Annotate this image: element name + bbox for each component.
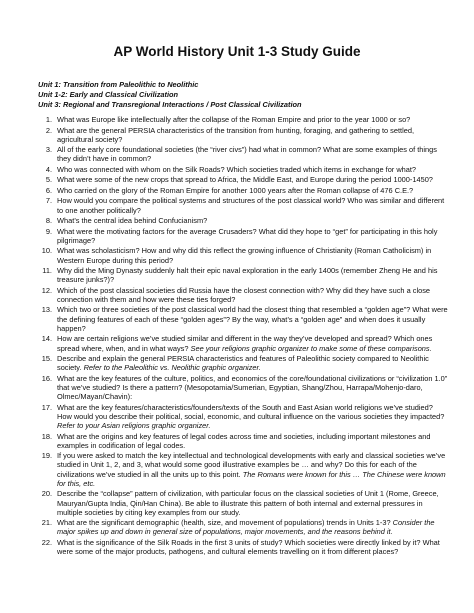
question-item (38, 246, 448, 264)
question-number: 18. (41, 431, 52, 441)
question-note: See your religions graphic organizer to make some of these comparisons. (190, 343, 432, 353)
question-number: 10. (41, 246, 52, 256)
question-note: Consider the major spikes up and down in general size of populations, major movements, and the reasons behind it. (57, 518, 435, 537)
question-number: 22. (41, 537, 52, 547)
question-number: 19. (41, 451, 52, 461)
question-text: How are certain religions we’ve studied similar and different in the way they’ve developed and spread? Which ones spread where, when, and in what ways? (57, 334, 433, 353)
question-item (38, 403, 448, 431)
question-item (38, 538, 448, 556)
question-text: Why did the Ming Dynasty suddenly halt their epic naval exploration in the early 1400s (remember Zheng He and his treasure junks?)? (57, 266, 438, 285)
question-text: What’s the central idea behind Confucianism? (57, 216, 208, 226)
question-item (38, 115, 448, 124)
question-text: Who was connected with whom on the Silk Roads? Which societies traded which items in exchange for what? (57, 164, 417, 174)
question-text: What was scholasticism? How and why did this reflect the growing influence of Christianity (Roman Catholicism) in Western Europe during this period? (57, 246, 432, 265)
question-text: If you were asked to match the key intellectual and technological developments with early and classical societies we’ve studied in Unit 1, 2, and 3, what would some good illustrative examples be … and why? Do this for each of the civilizations we’ve studied in all the units up to this point. (57, 451, 446, 479)
question-number: 5. (45, 175, 52, 185)
question-number: 8. (45, 216, 52, 226)
question-text: Which two or three societies of the post classical world had the closest thing that resembled a “golden age”? What were the defining features of each of these “golden ages”? By the way, what’s a “golden age” and when does it usually happen? (57, 305, 448, 333)
question-item (38, 196, 448, 214)
question-text: How would you compare the political systems and structures of the post classical world? Who was similar and different to one another politically? (57, 196, 445, 215)
question-item (38, 175, 448, 184)
question-number: 15. (41, 354, 52, 364)
question-item (38, 286, 448, 304)
question-list (38, 115, 448, 558)
question-number: 11. (42, 266, 52, 276)
question-text: What are the general PERSIA characteristics of the transition from hunting, foraging, and gathering to settled, agricultural society? (57, 125, 415, 144)
question-item (38, 432, 448, 450)
question-text: What is the significance of the Silk Roads in the first 3 units of study? Which societies were directly linked by it? What were some of the major products, pathogens, and cultural elements travelling on it from different places? (57, 537, 440, 557)
question-number: 6. (45, 185, 52, 195)
question-number: 21. (41, 518, 52, 528)
question-item (38, 489, 448, 517)
question-item (38, 227, 448, 245)
question-text: What were the motivating factors for the average Crusaders? What did they hope to “get” for participating in this holy pilgrimage? (57, 226, 438, 245)
unit-heading: Unit 1-2: Early and Classical Civilization (38, 90, 179, 99)
question-number: 9. (45, 226, 52, 236)
question-text: Describe the “collapse” pattern of civilization, with particular focus on the classical societies of Unit 1 (Rome, Greece, Mauryan/Gupta India, Qin/Han China). Be able to illustrate this pattern of both internal and external pressures in multiple societies by citing key examples from our study. (57, 489, 439, 517)
question-number: 1. (45, 115, 52, 124)
question-text: What were some of the new crops that spread to Africa, the Middle East, and Europe during the period 1000-1450? (57, 175, 433, 185)
unit-heading: Unit 3: Regional and Transregional Interactions / Post Classical Civilization (38, 100, 302, 109)
question-item (38, 165, 448, 174)
question-text: What was Europe like intellectually after the collapse of the Roman Empire and prior to the year 1000 or so? (57, 115, 411, 124)
question-item (38, 518, 448, 536)
question-text: Who carried on the glory of the Roman Empire for another 1000 years after the Roman collapse of 476 C.E.? (57, 185, 414, 195)
question-text: What are the significant demographic (health, size, and movement of populations) trends in Units 1-3? (57, 518, 393, 528)
question-note: The Romans were known for this … The Chinese were known for this, etc. (57, 469, 446, 488)
question-number: 20. (41, 489, 52, 499)
question-number: 7. (45, 196, 52, 206)
question-note: Refer to your Asian religions graphic organizer. (57, 421, 211, 431)
question-text: What are the key features of the culture, politics, and economics of the core/foundational civilizations or “civilization 1.0” that we’ve studied? Is there a pattern? (Mesopotamia/Sumerian, Egyptian, Shang/Zhou, Harrapa/Mohenjo-daro, Olmec/Mayan/Chavin): (57, 373, 448, 402)
question-text: What are the key features/characteristics/founders/texts of the South and East Asian world religions we’ve studied? How would you describe their political, social, economic, and cultural influence on the various societies they impacted? (57, 402, 445, 421)
question-item (38, 126, 448, 144)
question-number: 16. (41, 373, 52, 383)
question-text: What are the origins and key features of legal codes across time and societies, including important milestones and examples in codification of legal codes. (57, 431, 431, 450)
question-number: 14. (41, 334, 52, 344)
question-item (38, 145, 448, 163)
question-item (38, 305, 448, 333)
question-number: 2. (45, 125, 52, 135)
page-title: AP World History Unit 1-3 Study Guide (113, 44, 361, 59)
question-text: All of the early core foundational societies (the “river civs”) had what in common? What are some examples of things they didn’t have in common? (57, 145, 437, 164)
question-text: Which of the post classical societies did Russia have the closest connection with? Why did they have such a close connection with them and how were these ties forged? (57, 285, 431, 304)
question-item (38, 451, 448, 488)
question-number: 3. (45, 145, 52, 155)
question-item (38, 334, 448, 352)
question-item (38, 216, 448, 225)
question-item (38, 186, 448, 195)
question-text: Describe and explain the general PERSIA characteristics and features of Paleolithic society compared to Neolithic society. (57, 354, 429, 373)
question-note: Refer to the Paleolithic vs. Neolithic graphic organizer. (83, 363, 261, 373)
question-item (38, 354, 448, 372)
question-item (38, 266, 448, 284)
question-number: 4. (45, 164, 52, 174)
unit-list (38, 80, 448, 110)
unit-heading: Unit 1: Transition from Paleolithic to Neolithic (38, 80, 199, 89)
question-number: 13. (41, 305, 52, 315)
question-number: 17. (41, 402, 52, 412)
question-number: 12. (41, 285, 52, 295)
question-item (38, 374, 448, 402)
